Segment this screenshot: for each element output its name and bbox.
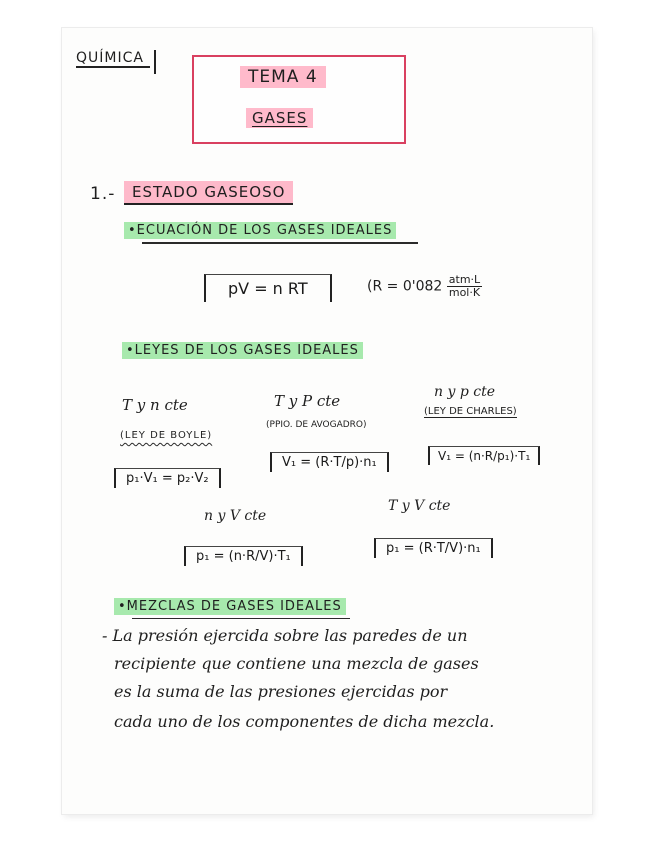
mixtures-line-3: es la suma de las presiones ejercidas por	[114, 682, 448, 701]
mixtures-line-1: - La presión ejercida sobre las paredes de un	[102, 626, 468, 645]
tv-condition: T y V cte	[388, 498, 451, 514]
gas-constant-denominator: mol·K	[448, 286, 481, 299]
avogadro-formula-box	[270, 452, 389, 472]
boyle-formula: p₁·V₁ = p₂·V₂	[126, 471, 209, 486]
tv-formula-box	[374, 538, 493, 558]
charles-condition: n y p cte	[434, 384, 495, 400]
subject-label: QUÍMICA	[76, 50, 150, 68]
ideal-gas-heading: •ECUACIÓN DE LOS GASES IDEALES	[124, 222, 396, 239]
section-number: 1.-	[90, 184, 116, 204]
charles-formula: V₁ = (n·R/p₁)·T₁	[438, 449, 531, 463]
title-line2: GASES	[246, 108, 313, 128]
mixtures-underline	[132, 618, 350, 619]
charles-name: (LEY DE CHARLES)	[424, 406, 517, 417]
section-label: ESTADO GASEOSO	[124, 181, 293, 205]
subject-bar	[154, 50, 156, 74]
gay-lussac-formula-box	[184, 546, 303, 566]
laws-heading: •LEYES DE LOS GASES IDEALES	[122, 342, 363, 359]
ideal-gas-underline	[142, 242, 418, 244]
notebook-page	[62, 28, 592, 814]
title-line1: TEMA 4	[240, 66, 326, 88]
ideal-gas-equation: pV = n RT	[228, 279, 308, 298]
boyle-condition: T y n cte	[122, 396, 188, 414]
boyle-name: (LEY DE BOYLE)	[120, 430, 213, 441]
ideal-gas-equation-box	[204, 274, 332, 302]
mixtures-line-4: cada uno de los componentes de dicha mezcla.	[114, 712, 495, 731]
gas-constant-numerator: atm·L	[448, 273, 481, 286]
gas-constant-lead: (R = 0'082	[367, 278, 443, 295]
gay-lussac-formula: p₁ = (n·R/V)·T₁	[196, 549, 291, 564]
avogadro-formula: V₁ = (R·T/p)·n₁	[282, 455, 377, 470]
gay-lussac-condition: n y V cte	[204, 508, 267, 524]
avogadro-name: (PPIO. DE AVOGADRO)	[266, 420, 367, 430]
charles-formula-box	[428, 446, 540, 465]
tv-formula: p₁ = (R·T/V)·n₁	[386, 541, 481, 556]
gas-constant	[367, 274, 482, 299]
boyle-formula-box	[114, 468, 221, 488]
mixtures-line-2: recipiente que contiene una mezcla de gases	[114, 654, 479, 673]
gas-constant-units	[447, 274, 482, 299]
mixtures-heading: •MEZCLAS DE GASES IDEALES	[114, 598, 346, 615]
avogadro-condition: T y P cte	[274, 392, 341, 410]
